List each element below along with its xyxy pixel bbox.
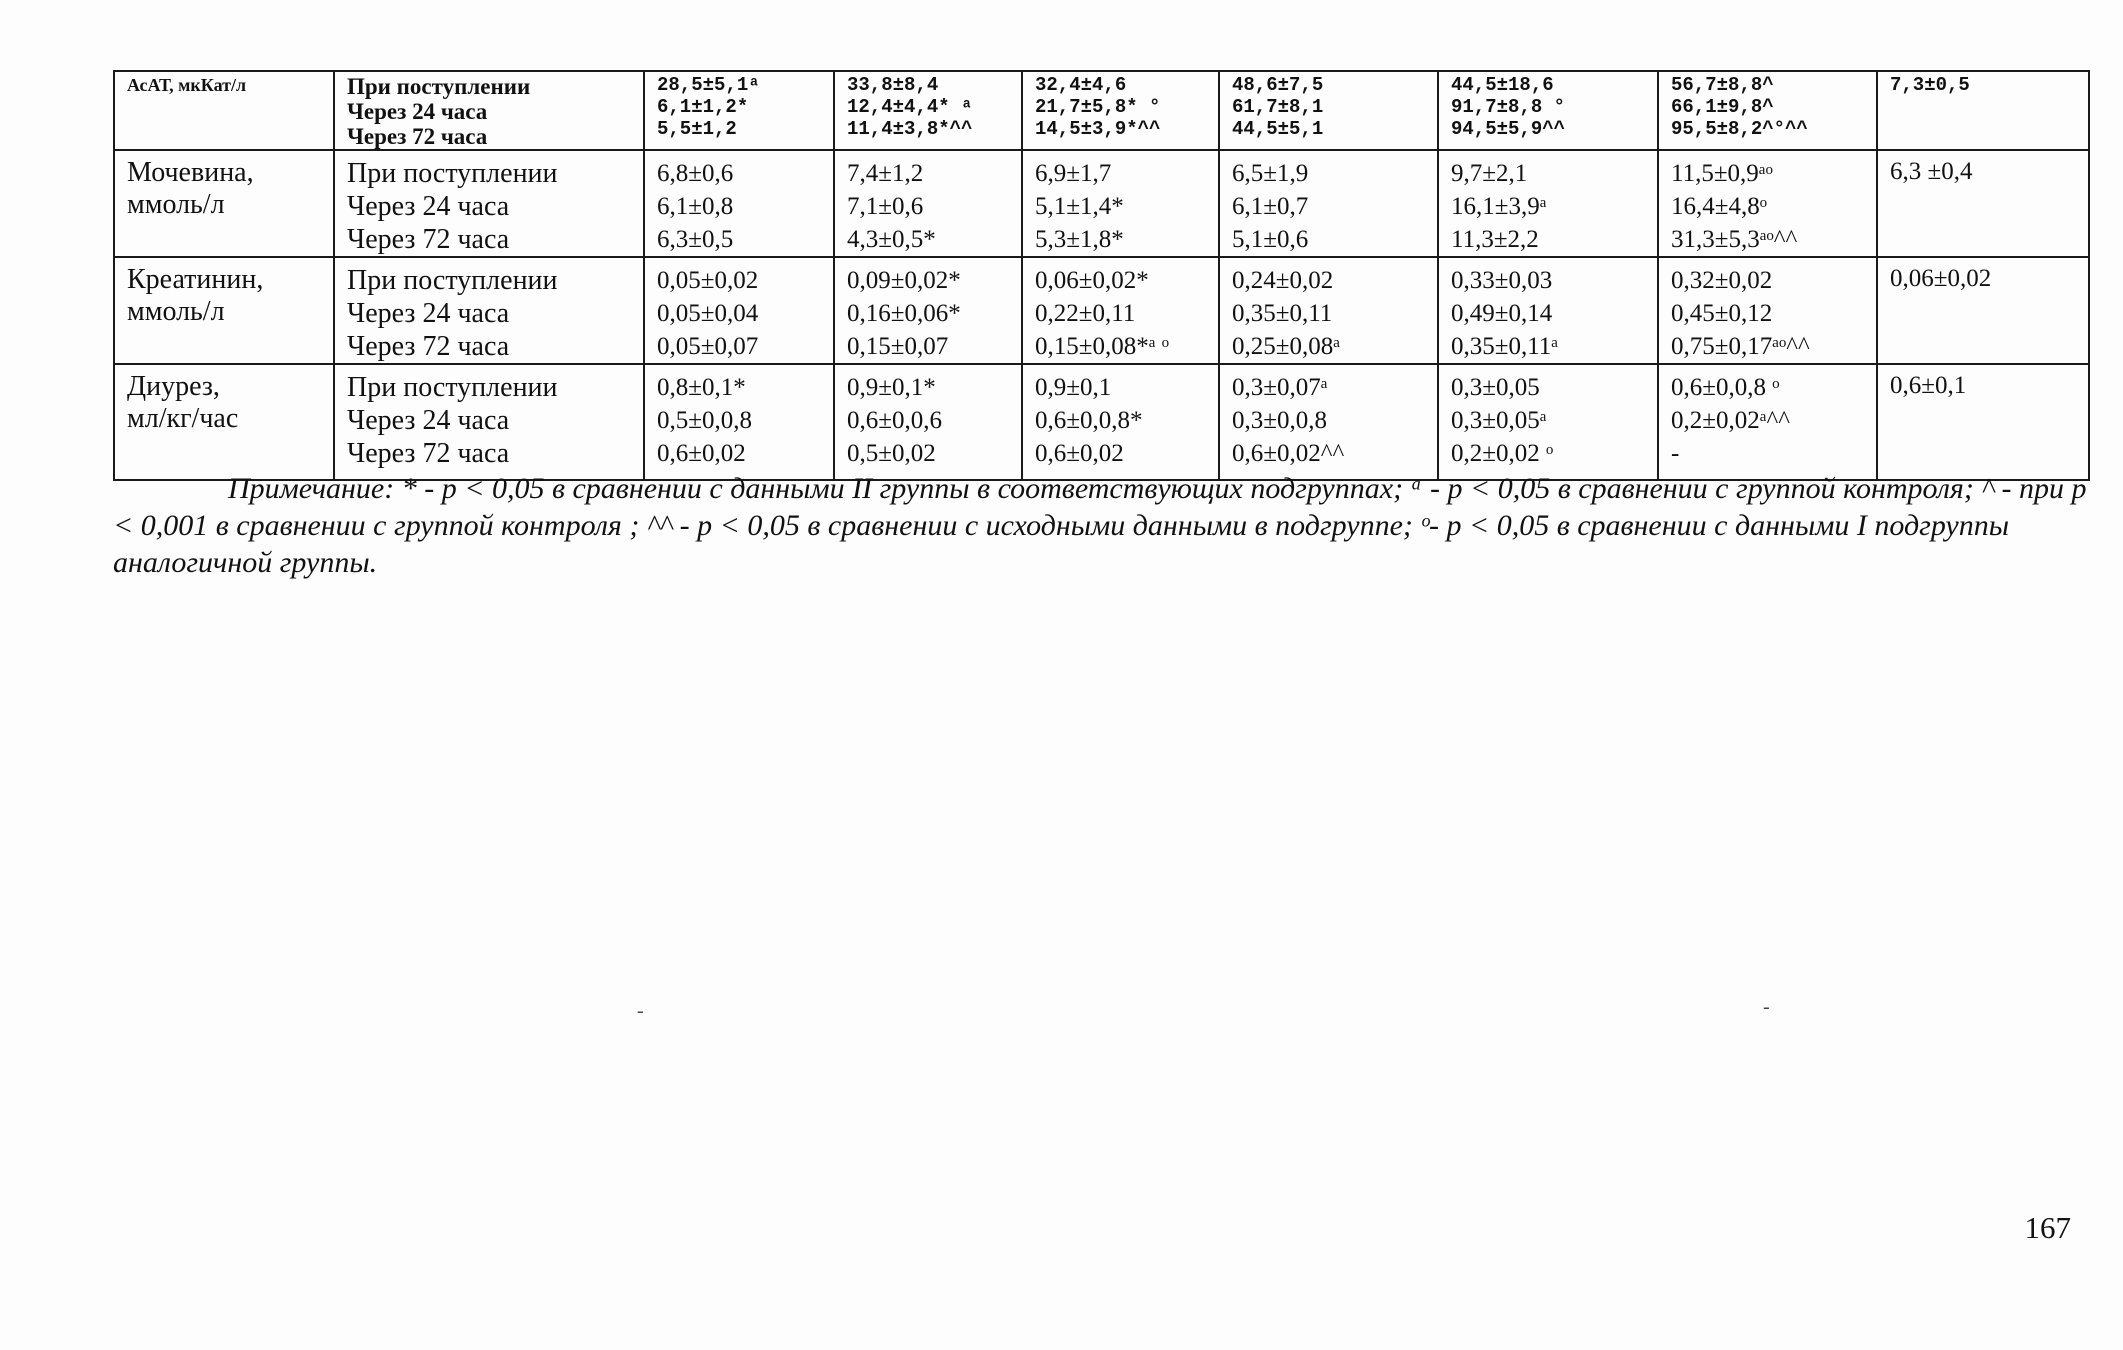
parameter-cell (114, 257, 334, 364)
period-cell-line: Через 72 часа (347, 124, 488, 149)
parameter-cell-line: Креатинин, (127, 264, 264, 295)
value-cell-line: 5,1±0,6 (1232, 226, 1309, 253)
value-cell-line: 7,4±1,2 (847, 160, 924, 187)
value-cell-line: 0,2±0,02ᵃ^^ (1671, 407, 1791, 434)
value-cell (1022, 71, 1219, 150)
control-value: 0,06±0,02 (1890, 265, 1992, 292)
value-cell-line: 14,5±3,9*^^ (1035, 118, 1161, 140)
value-cell-line: 0,35±0,11 (1232, 300, 1333, 327)
value-cell-line: 0,16±0,06* (847, 300, 961, 327)
value-cell-line: 95,5±8,2^°^^ (1671, 118, 1808, 140)
value-cell-line: 33,8±8,4 (847, 74, 939, 96)
value-cell-line: 44,5±18,6 (1451, 74, 1554, 96)
value-cell (1438, 257, 1658, 364)
value-cell-line: 56,7±8,8^ (1671, 74, 1774, 96)
parameter-cell-line: Диурез, (127, 371, 220, 402)
value-cell-line: 0,45±0,12 (1671, 300, 1773, 327)
period-cell-line: Через 72 часа (347, 331, 510, 362)
table-row (114, 364, 2089, 480)
value-cell (644, 150, 834, 257)
value-cell-line: 16,4±4,8ᵒ (1671, 193, 1767, 220)
value-cell (834, 71, 1022, 150)
value-cell-line: 0,33±0,03 (1451, 267, 1553, 294)
parameter-cell-line: ммоль/л (127, 189, 225, 220)
value-cell-line: 91,7±8,8 ° (1451, 96, 1566, 118)
value-cell-line: 0,3±0,05 (1451, 374, 1540, 401)
value-cell-line: 21,7±5,8* ° (1035, 96, 1161, 118)
period-cell-line: При поступлении (347, 74, 531, 99)
value-cell-line: 28,5±5,1ᵃ (657, 74, 760, 96)
value-cell-line: 4,3±0,5* (847, 226, 936, 253)
value-cell-line: 31,3±5,3ᵃᵒ^^ (1671, 226, 1798, 253)
value-cell (1658, 71, 1877, 150)
value-cell-line: 0,9±0,1 (1035, 374, 1112, 401)
value-cell (1022, 364, 1219, 480)
value-cell-line: 0,35±0,11ᵃ (1451, 333, 1559, 360)
value-cell-line: 0,75±0,17ᵃᵒ^^ (1671, 333, 1810, 360)
value-cell-line: 0,06±0,02* (1035, 267, 1149, 294)
value-cell-line: 6,1±0,8 (657, 193, 734, 220)
table-row (114, 150, 2089, 257)
control-value-cell (1877, 150, 2089, 257)
value-cell-line: 0,32±0,02 (1671, 267, 1773, 294)
value-cell (834, 257, 1022, 364)
period-cell (334, 150, 644, 257)
control-value: 7,3±0,5 (1890, 74, 1970, 96)
parameter-cell-line: ммоль/л (127, 296, 225, 327)
value-cell-line: 94,5±5,9^^ (1451, 118, 1566, 140)
parameter-cell-line: мл/кг/час (127, 403, 239, 434)
parameter-cell-line: Мочевина, (127, 157, 254, 188)
scan-speck: - (637, 1000, 644, 1022)
value-cell-line: 6,3±0,5 (657, 226, 734, 253)
value-cell-line: 0,6±0,02^^ (1232, 440, 1345, 467)
value-cell-line: 44,5±5,1 (1232, 118, 1324, 140)
parameter-cell (114, 364, 334, 480)
value-cell (1438, 71, 1658, 150)
value-cell-line: 0,22±0,11 (1035, 300, 1136, 327)
value-cell-line: 6,8±0,6 (657, 160, 734, 187)
value-cell-line: 0,3±0,07ᵃ (1232, 374, 1328, 401)
period-cell-line: Через 24 часа (347, 99, 488, 124)
value-cell (1022, 150, 1219, 257)
period-cell-line: При поступлении (347, 158, 558, 189)
value-cell-line: 6,9±1,7 (1035, 160, 1112, 187)
value-cell-line: 16,1±3,9ᵃ (1451, 193, 1547, 220)
value-cell-line: 11,3±2,2 (1451, 226, 1539, 253)
value-cell (1219, 257, 1438, 364)
value-cell-line: 0,3±0,05ᵃ (1451, 407, 1547, 434)
value-cell-line: 0,5±0,02 (847, 440, 936, 467)
value-cell-line: 0,6±0,02 (657, 440, 746, 467)
value-cell (1438, 150, 1658, 257)
value-cell-line: 0,3±0,0,8 (1232, 407, 1327, 434)
value-cell-line: 0,24±0,02 (1232, 267, 1334, 294)
value-cell-line: 0,05±0,02 (657, 267, 759, 294)
value-cell-line: 0,25±0,08ᵃ (1232, 333, 1341, 360)
value-cell (644, 257, 834, 364)
period-cell-line: Через 72 часа (347, 438, 510, 469)
table-body (114, 71, 2089, 480)
parameter-cell (114, 150, 334, 257)
period-cell-line: Через 24 часа (347, 298, 510, 329)
control-value: 6,3 ±0,4 (1890, 158, 1973, 185)
period-cell (334, 71, 644, 150)
value-cell (834, 364, 1022, 480)
value-cell (1658, 150, 1877, 257)
value-cell (1658, 364, 1877, 480)
value-cell-line: 0,5±0,0,8 (657, 407, 752, 434)
page-number: 167 (2024, 1210, 2071, 1245)
value-cell (834, 150, 1022, 257)
value-cell-line: 12,4±4,4* ᵃ (847, 96, 973, 118)
value-cell (644, 71, 834, 150)
value-cell-line: 5,1±1,4* (1035, 193, 1124, 220)
value-cell (1658, 257, 1877, 364)
value-cell-line: - (1671, 440, 1680, 467)
table-footnote: Примечание: * - р < 0,05 в сравнении с данными II группы в соответствующих подгруппах; ᵃ - р < 0,05 в сравнении с группой контроля; ^ - при р < 0,001 в сравнении с группой контроля ; ^^ - р < 0,05 в сравнении с исходными данными в подгруппе; ᵒ- р < 0,05 в сравнении с данными I подгруппы аналогичной группы. (113, 472, 2087, 579)
value-cell-line: 0,09±0,02* (847, 267, 961, 294)
value-cell-line: 6,1±0,7 (1232, 193, 1309, 220)
value-cell-line: 0,15±0,08*ᵃ ᵒ (1035, 333, 1170, 360)
scan-speck: - (1763, 996, 1770, 1018)
period-cell-line: Через 24 часа (347, 191, 510, 222)
value-cell-line: 0,6±0,0,8 ᵒ (1671, 374, 1780, 401)
value-cell-line: 9,7±2,1 (1451, 160, 1528, 187)
control-value-cell (1877, 257, 2089, 364)
value-cell-line: 0,15±0,07 (847, 333, 949, 360)
value-cell-line: 61,7±8,1 (1232, 96, 1324, 118)
value-cell-line: 0,6±0,0,8* (1035, 407, 1143, 434)
period-cell-line: При поступлении (347, 265, 558, 296)
value-cell-line: 0,05±0,07 (657, 333, 759, 360)
value-cell-line: 6,5±1,9 (1232, 160, 1309, 187)
period-cell (334, 364, 644, 480)
value-cell-line: 0,2±0,02 ᵒ (1451, 440, 1554, 467)
value-cell (1438, 364, 1658, 480)
value-cell-line: 6,1±1,2* (657, 96, 749, 118)
value-cell-line: 48,6±7,5 (1232, 74, 1324, 96)
value-cell-line: 11,5±0,9ᵃᵒ (1671, 160, 1773, 187)
value-cell-line: 66,1±9,8^ (1671, 96, 1774, 118)
period-cell-line: Через 72 часа (347, 224, 510, 255)
value-cell-line: 0,6±0,0,6 (847, 407, 942, 434)
value-cell (1219, 71, 1438, 150)
control-value: 0,6±0,1 (1890, 372, 1967, 399)
value-cell-line: 0,49±0,14 (1451, 300, 1553, 327)
value-cell-line: 0,05±0,04 (657, 300, 759, 327)
period-cell (334, 257, 644, 364)
value-cell-line: 0,9±0,1* (847, 374, 936, 401)
period-cell-line: Через 24 часа (347, 405, 510, 436)
parameter-cell-line: АсАТ, мкКат/л (127, 75, 247, 95)
table-row (114, 71, 2089, 150)
value-cell-line: 0,8±0,1* (657, 374, 746, 401)
value-cell-line: 7,1±0,6 (847, 193, 924, 220)
control-value-cell (1877, 71, 2089, 150)
value-cell (644, 364, 834, 480)
value-cell-line: 5,5±1,2 (657, 118, 737, 140)
results-table (113, 70, 2090, 481)
value-cell-line: 32,4±4,6 (1035, 74, 1127, 96)
value-cell (1219, 364, 1438, 480)
value-cell (1219, 150, 1438, 257)
table-row (114, 257, 2089, 364)
value-cell-line: 0,6±0,02 (1035, 440, 1124, 467)
value-cell (1022, 257, 1219, 364)
parameter-cell (114, 71, 334, 150)
period-cell-line: При поступлении (347, 372, 558, 403)
value-cell-line: 11,4±3,8*^^ (847, 118, 973, 140)
value-cell-line: 5,3±1,8* (1035, 226, 1124, 253)
control-value-cell (1877, 364, 2089, 480)
